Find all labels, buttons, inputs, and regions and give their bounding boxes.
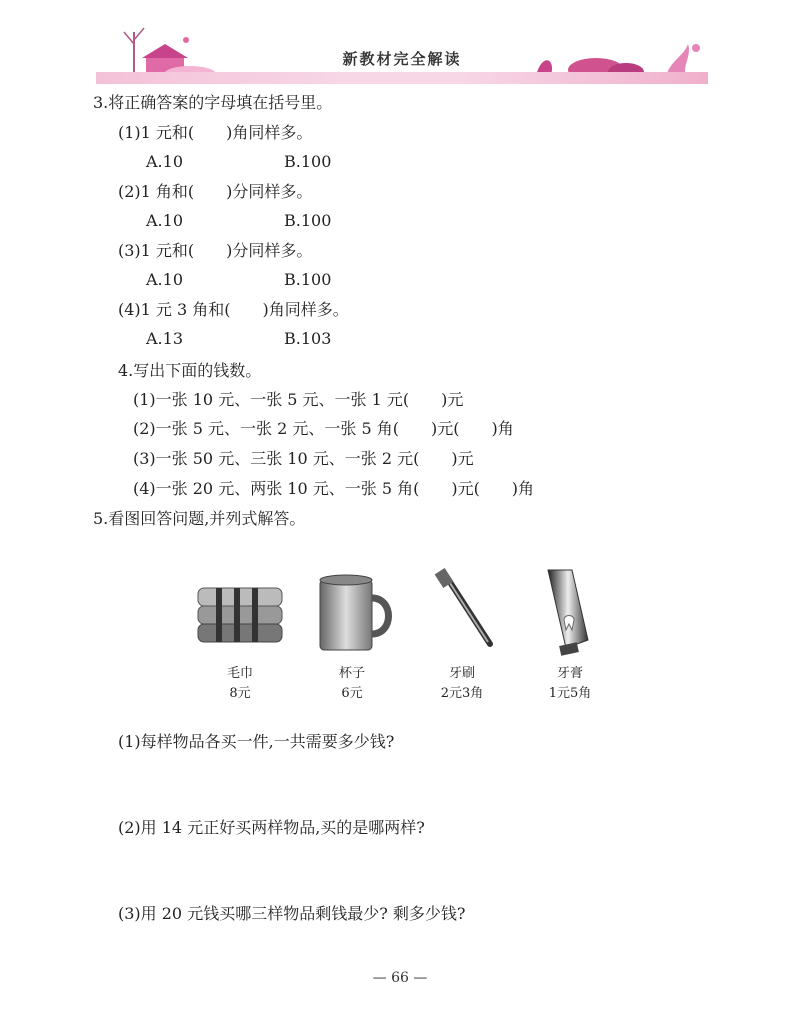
product-name: 牙刷 [448,666,475,681]
q3-item-3-option-a: A.10 [146,270,183,289]
q3-item-1-option-b: B.100 [284,152,332,171]
q4-item-2: (2)一张 5 元、一张 2 元、一张 5 角( )元( )角 [133,419,514,438]
q4-item-4: (4)一张 20 元、两张 10 元、一张 5 角( )元( )角 [133,479,535,498]
q4-item-3: (3)一张 50 元、三张 10 元、一张 2 元( )元 [133,449,474,468]
product-name: 毛巾 [226,666,253,681]
q3-item-2-option-a: A.10 [146,211,183,230]
page-number: — 66 — [372,970,428,986]
product-toothpaste [520,564,620,714]
q4-title: 4.写出下面的钱数。 [118,361,262,380]
product-name: 杯子 [338,666,365,681]
product-price: 2元3角 [440,686,484,701]
q3-item-3-stem: (3)1 元和( )分同样多。 [118,241,313,260]
toothpaste-icon [520,564,620,664]
products-figure [190,564,620,714]
q3-item-3-option-b: B.100 [284,270,332,289]
header-title: 新教材完全解读 [342,50,462,68]
product-name: 牙膏 [556,666,583,681]
q4-item-1: (1)一张 10 元、一张 5 元、一张 1 元( )元 [133,390,464,409]
q5-question-1: (1)每样物品各买一件,一共需要多少钱? [118,732,395,751]
cup-icon [302,564,402,664]
q3-item-1-option-a: A.10 [146,152,183,171]
q3-item-4-stem: (4)1 元 3 角和( )角同样多。 [118,300,349,319]
q3-item-1-stem: (1)1 元和( )角同样多。 [118,123,313,142]
product-towel [190,564,290,714]
product-price: 8元 [229,686,251,701]
product-price: 1元5角 [548,686,592,701]
q5-question-3: (3)用 20 元钱买哪三样物品剩钱最少? 剩多少钱? [118,904,466,923]
page-header [96,14,708,88]
q5-question-2: (2)用 14 元正好买两样物品,买的是哪两样? [118,818,425,837]
q3-item-4-option-a: A.13 [146,329,183,348]
q5-title: 5.看图回答问题,并列式解答。 [93,509,306,528]
toothbrush-icon [412,564,512,664]
q3-item-4-option-b: B.103 [284,329,332,348]
q3-item-2-stem: (2)1 角和( )分同样多。 [118,182,313,201]
q3-title: 3.将正确答案的字母填在括号里。 [93,93,333,112]
towel-icon [190,564,290,664]
product-price: 6元 [341,686,363,701]
header-band [96,72,708,84]
q3-item-2-option-b: B.100 [284,211,332,230]
product-toothbrush [412,564,512,714]
product-cup [302,564,402,714]
